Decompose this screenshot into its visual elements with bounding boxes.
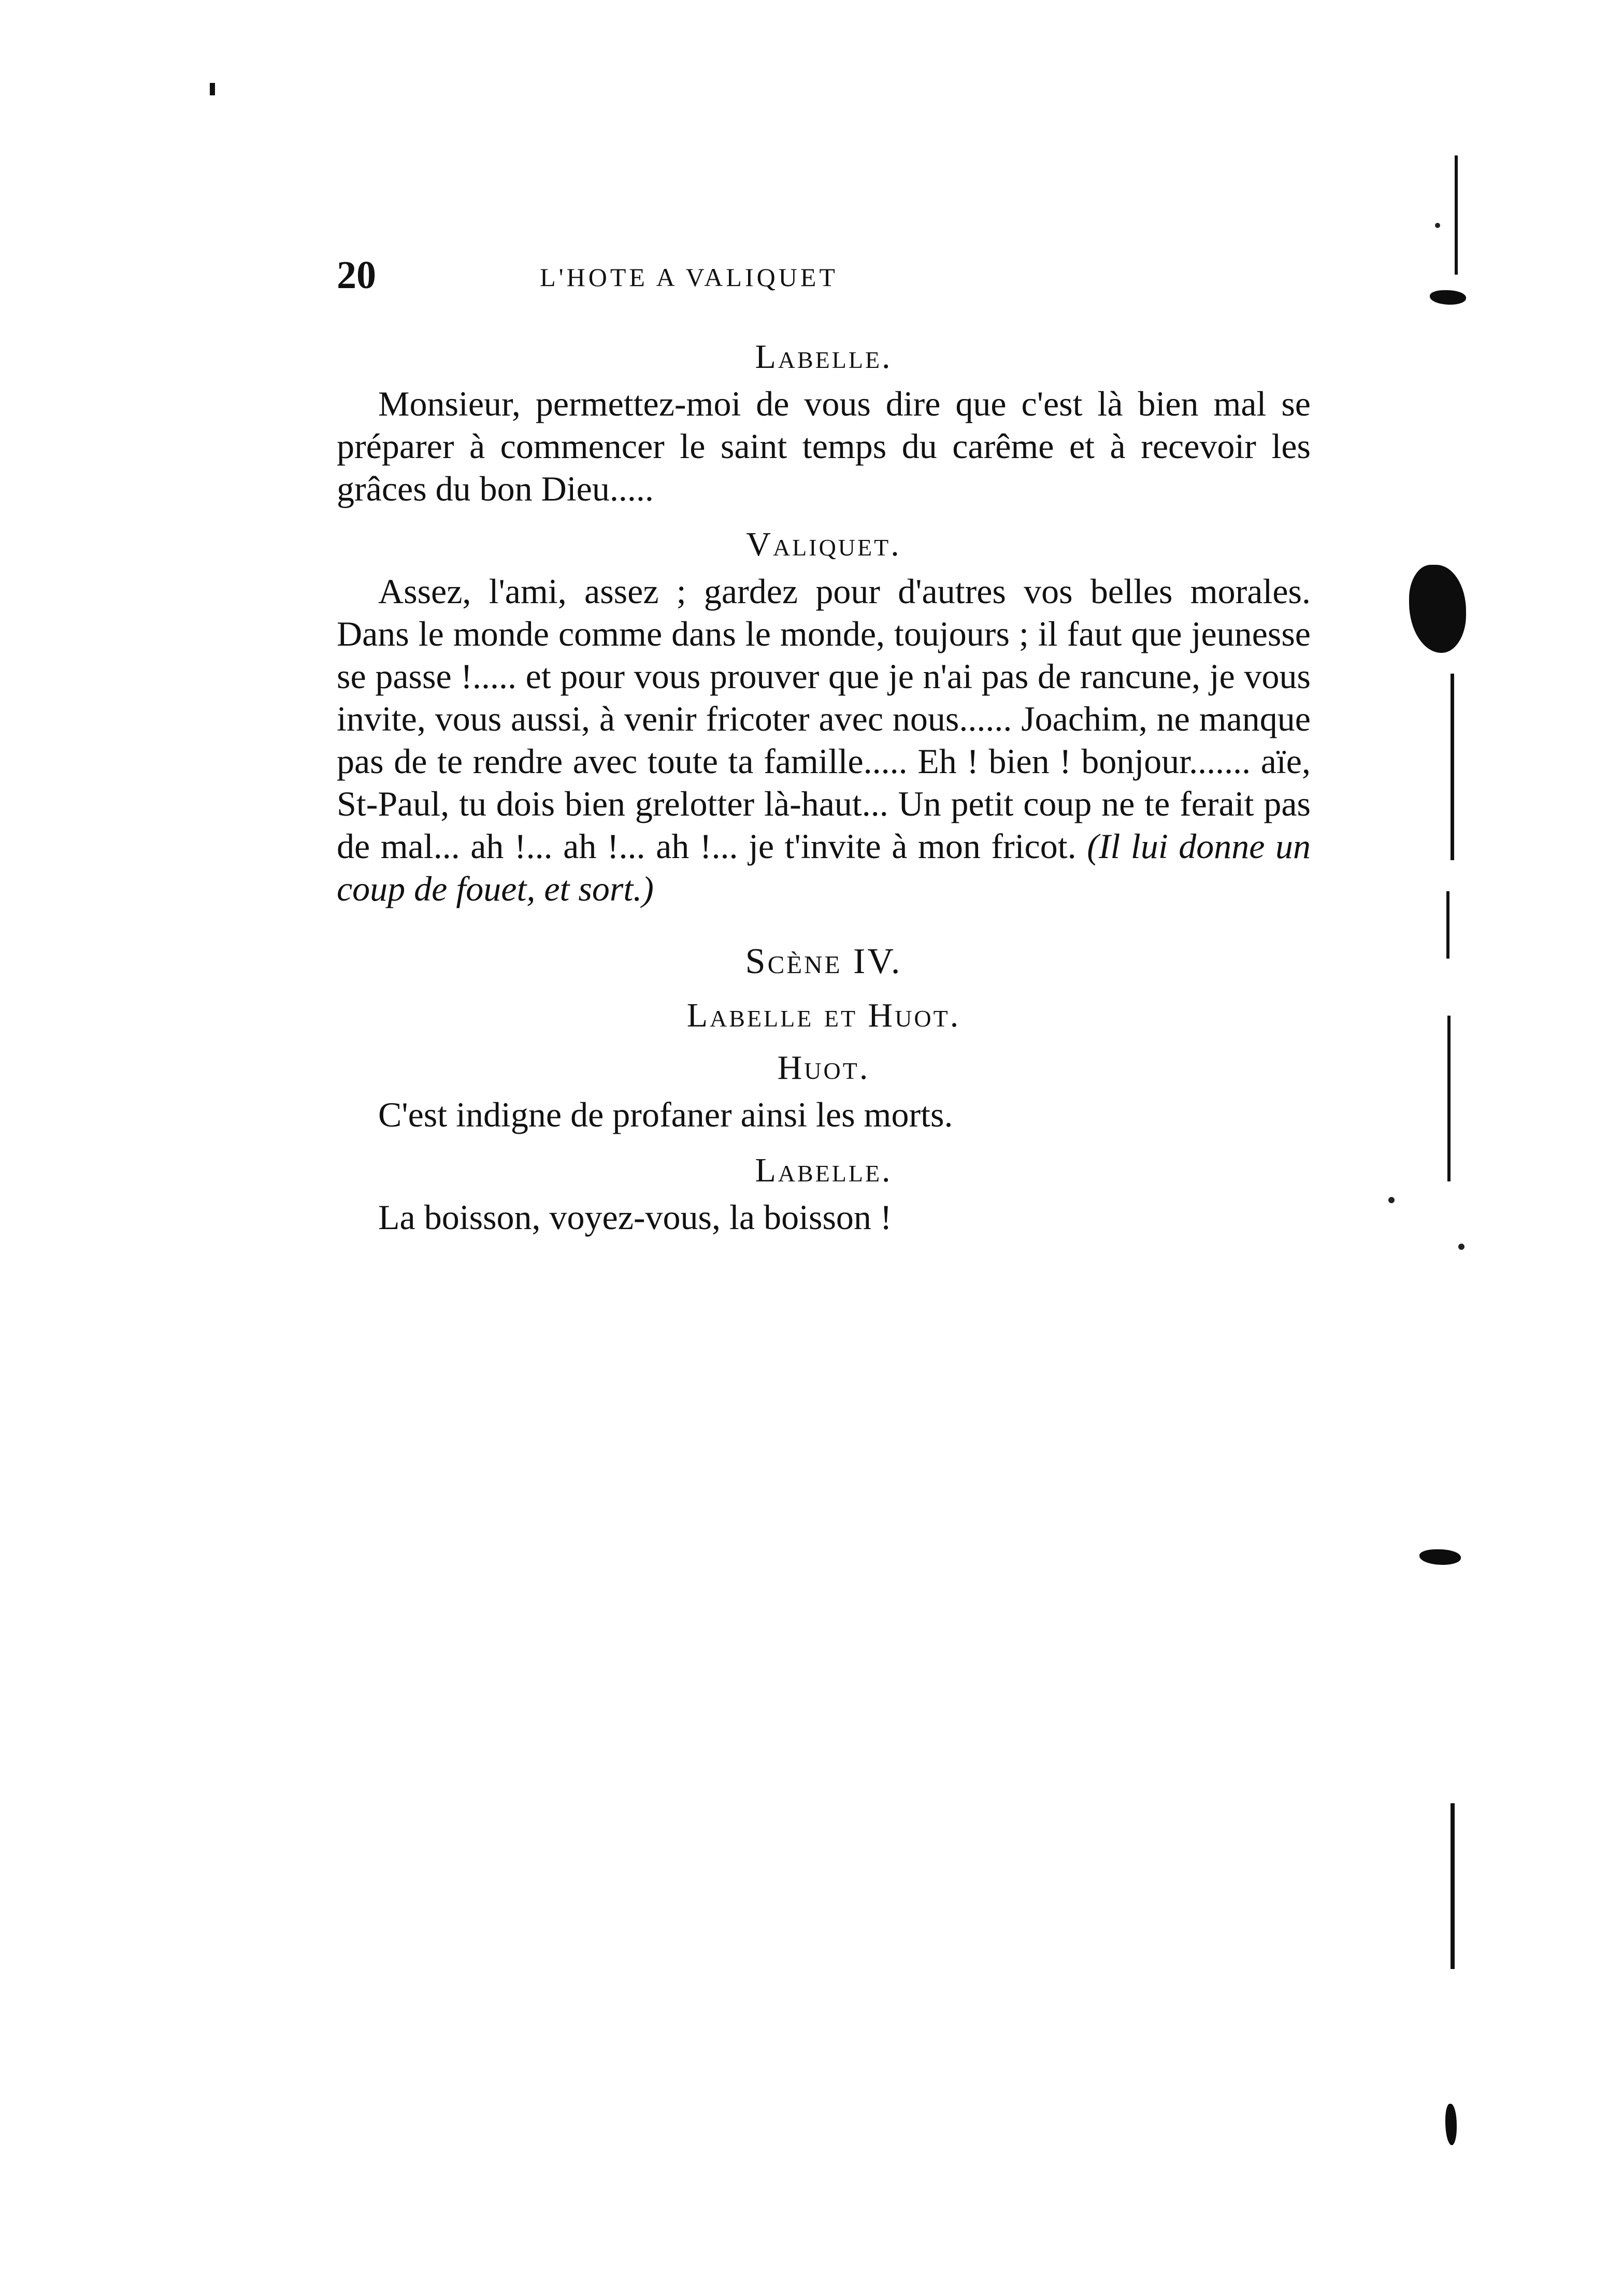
running-title: L'HOTE A VALIQUET	[540, 263, 838, 292]
speck	[1458, 1244, 1465, 1250]
speech-paragraph: Monsieur, permettez-moi de vous dire que c'est là bien mal se préparer à commencer le saint temps du carême et à recevoir les grâces du bon Dieu.....	[337, 384, 1311, 508]
scan-edge-line	[1446, 891, 1449, 959]
ink-blot	[1409, 565, 1466, 653]
scene-heading: Scène IV.	[745, 942, 902, 981]
scene-characters: Labelle et Huot.	[686, 996, 961, 1034]
speaker-name: Valiquet.	[746, 525, 901, 563]
play-text	[337, 332, 1311, 1238]
scan-edge-line	[210, 83, 215, 95]
speaker-name: Labelle.	[755, 1151, 893, 1189]
running-header	[337, 253, 1000, 300]
speck	[1435, 223, 1440, 228]
speck	[1388, 1197, 1395, 1203]
speech-paragraph	[337, 570, 1311, 910]
speech-text: Assez, l'ami, assez ; gardez pour d'autres vos belles morales. Dans le monde comme dans le monde, toujours ; il faut que jeunesse se passe !..... et pour vous prouver que je n'ai pas de rancune, je vous invite, vous aussi, à venir fricoter avec nous...... Joachim, ne manque pas de te rendre avec toute ta famille..... Eh ! bien ! bonjour....... aïe, St-Paul, tu dois bien grelotter là-haut... Un petit coup ne te ferait pas de mal... ah !... ah !... ah !... je t'invite à mon fricot.	[337, 572, 1311, 866]
ink-blot	[1419, 1549, 1461, 1565]
speaker-name: Huot.	[777, 1049, 870, 1087]
scan-edge-line	[1447, 1016, 1451, 1181]
scan-edge-line	[1455, 155, 1458, 275]
speech-paragraph: C'est indigne de profaner ainsi les morts.	[378, 1095, 953, 1134]
ink-blot	[1430, 290, 1466, 305]
stage-direction: (Il lui donne un coup de fouet, et sort.)	[337, 826, 1311, 908]
speaker-name: Labelle.	[755, 338, 893, 376]
scan-edge-line	[1451, 674, 1454, 860]
ink-blot	[1445, 2104, 1457, 2145]
speech-paragraph: La boisson, voyez-vous, la boisson !	[378, 1197, 892, 1237]
scan-edge-line	[1451, 1803, 1455, 1969]
page-number: 20	[337, 253, 376, 297]
